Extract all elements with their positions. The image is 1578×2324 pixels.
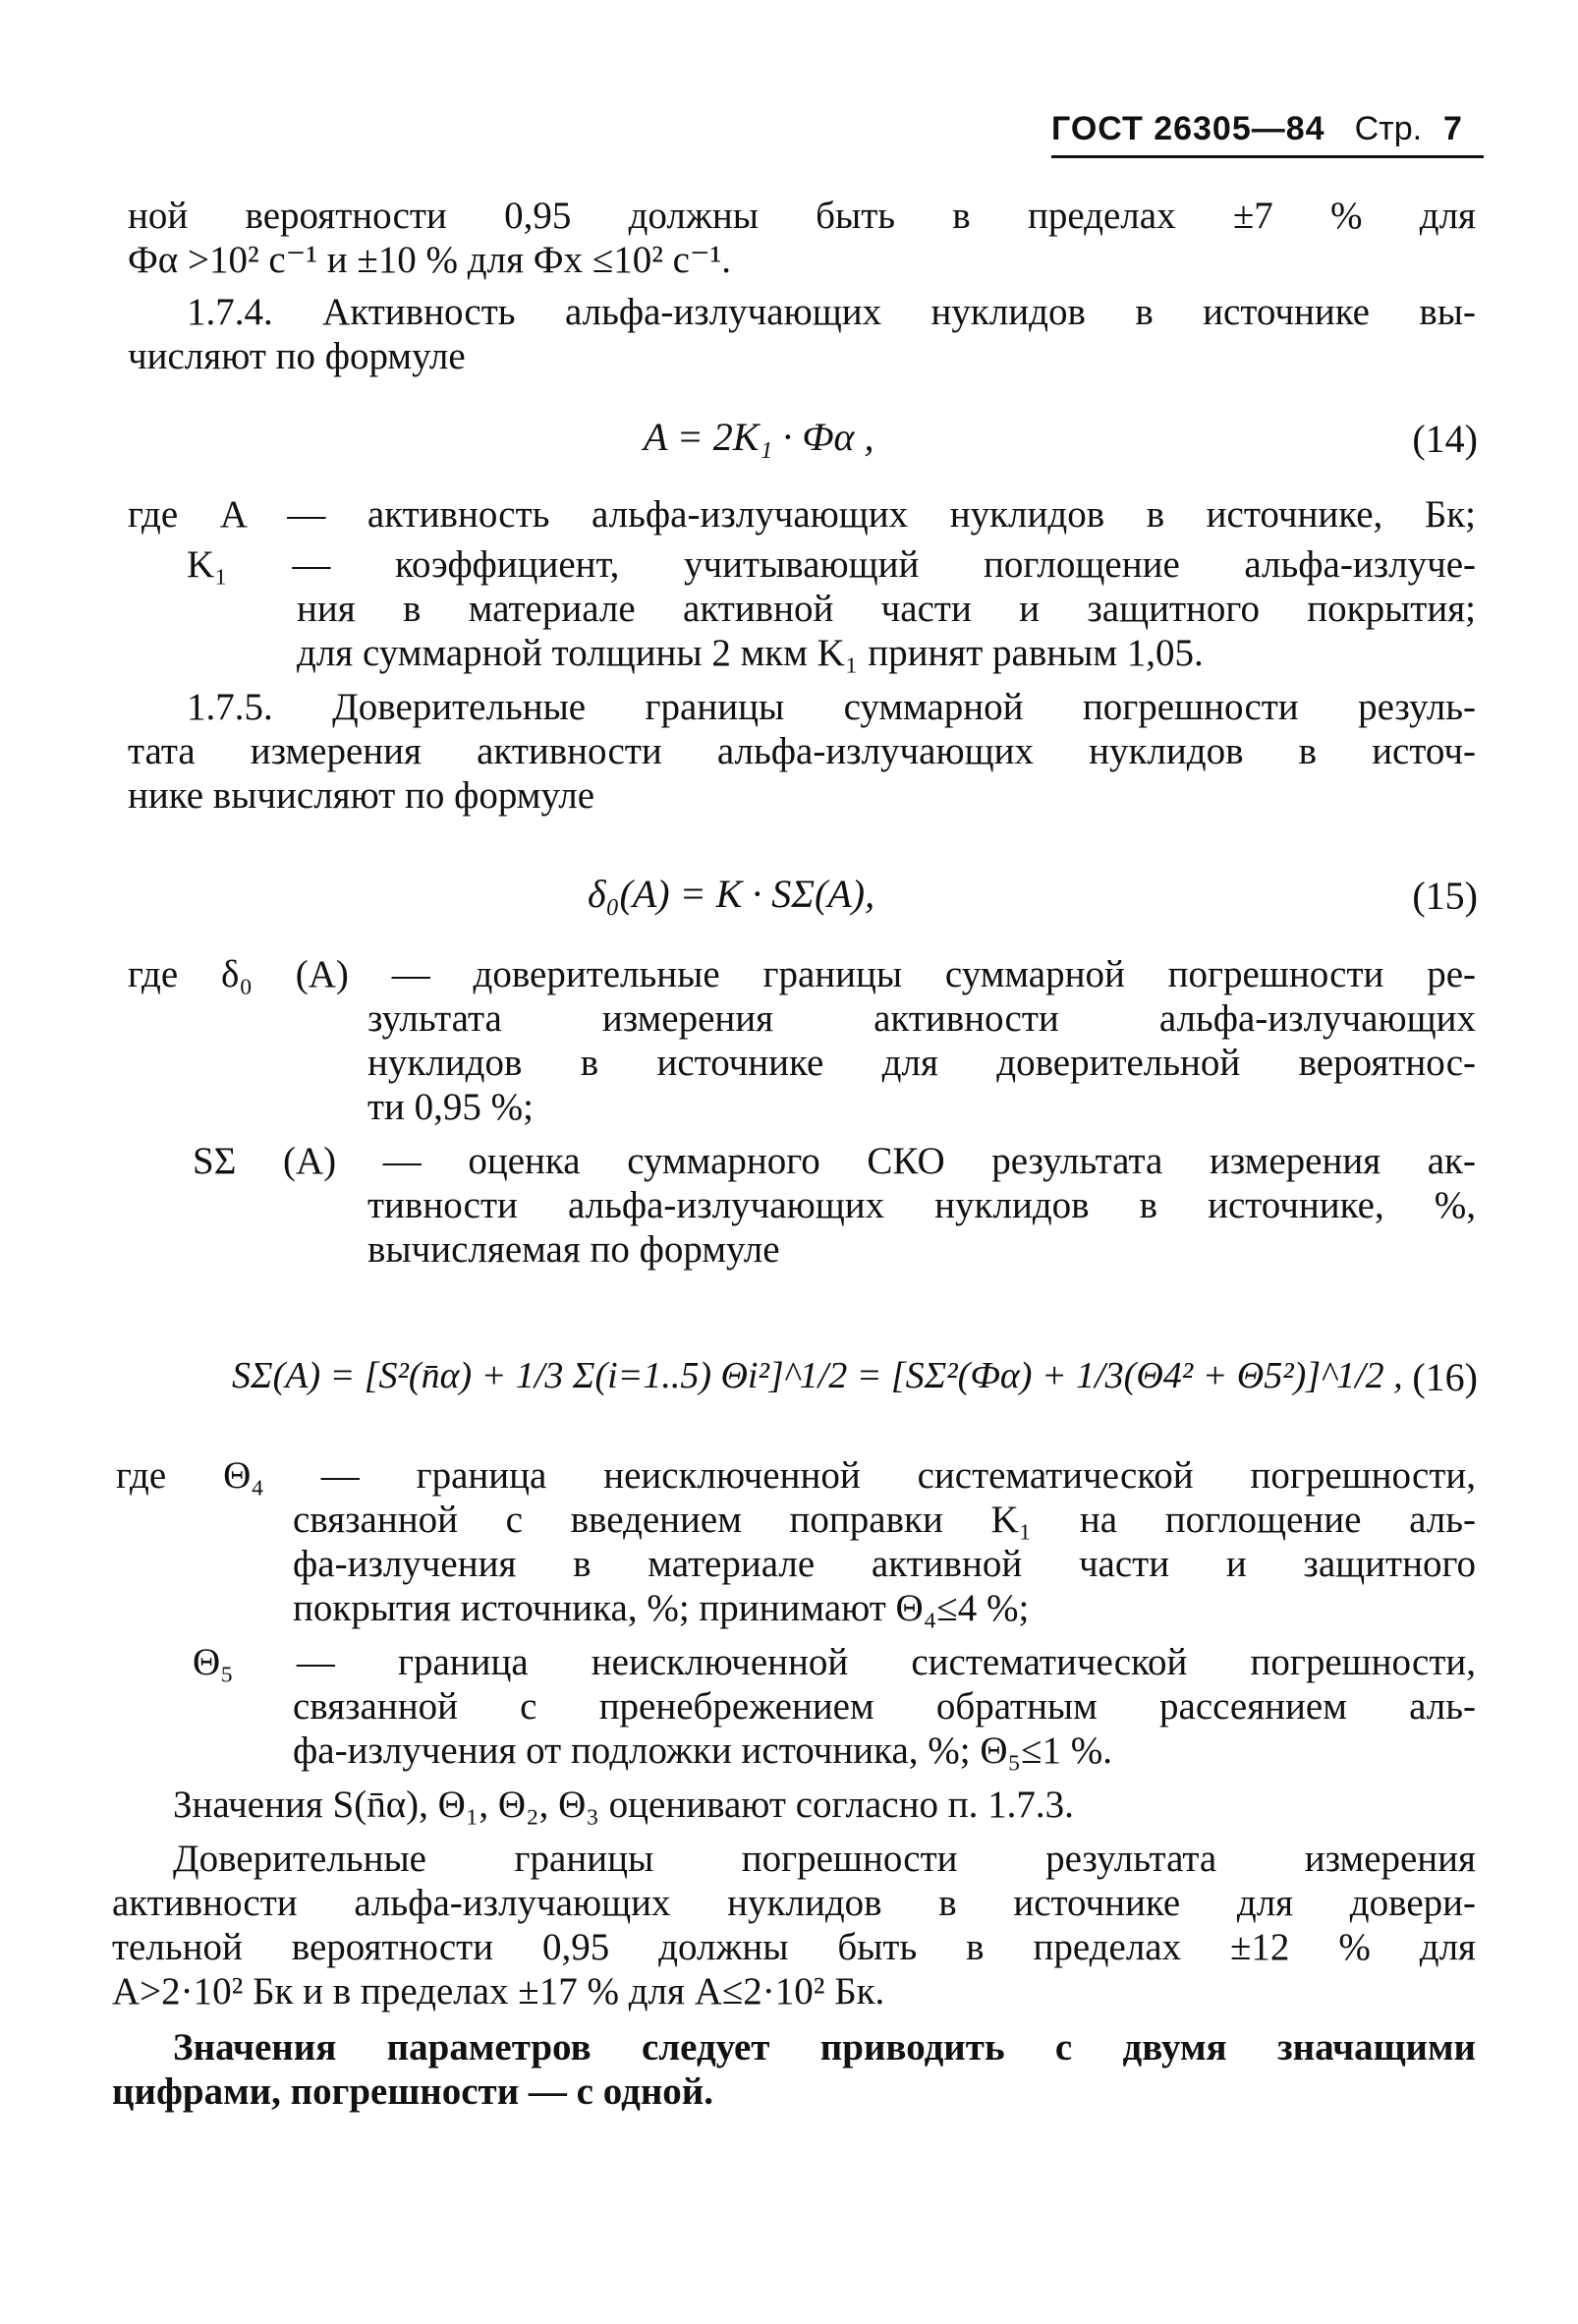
clause-1-7-5-line: нике вычисляют по формуле xyxy=(128,774,595,817)
header-rule xyxy=(1051,155,1484,158)
where-k1-line: K₁ — коэффициент, учитывающий поглощение альфа-излуче- xyxy=(187,543,1476,586)
formula-15: δ₀(A) = K · SΣ(A), xyxy=(588,872,875,916)
where-delta-line: нуклидов в источнике для доверительной вероятнос- xyxy=(367,1042,1476,1084)
where-theta5-line: Θ₅ — граница неисключенной систематической погрешности, xyxy=(193,1641,1476,1683)
confidence-line: A>2·10² Бк и в пределах ±17 % для A≤2·10² Бк. xyxy=(112,1970,885,2012)
formula-16: SΣ(A) = [S²(n̄α) + 1/3 Σ(i=1..5) Θi²]^1/2 = [SΣ²(Фα) + 1/3(Θ4² + Θ5²)]^1/2 , xyxy=(232,1355,1403,1396)
where-a-line: где A — активность альфа-излучающих нуклидов в источнике, Бк; xyxy=(128,493,1476,536)
where-delta-line: зультата измерения активности альфа-излучающих xyxy=(367,997,1476,1040)
values-note: Значения S(n̄α), Θ₁, Θ₂, Θ₃ оценивают согласно п. 1.7.3. xyxy=(173,1784,1074,1826)
where-delta-line: где δ₀ (A) — доверительные границы суммарной погрешности ре- xyxy=(128,953,1476,995)
confidence-line: Доверительные границы погрешности результата измерения xyxy=(173,1838,1476,1880)
where-theta4-line: связанной с введением поправки K₁ на поглощение аль- xyxy=(293,1499,1476,1541)
where-theta5-line: фа-излучения от подложки источника, %; Θ₅≤1 %. xyxy=(293,1729,1112,1772)
where-s-sigma-line: тивности альфа-излучающих нуклидов в источнике, %, xyxy=(367,1184,1476,1226)
confidence-line: тельной вероятности 0,95 должны быть в пределах ±12 % для xyxy=(112,1926,1476,1968)
formula-14: A = 2K₁ · Фα , xyxy=(644,415,874,459)
where-theta4-line: фа-излучения в материале активной части и защитного xyxy=(293,1543,1476,1585)
equation-number-16: (16) xyxy=(1412,1355,1478,1399)
running-header xyxy=(1051,110,1484,148)
equation-number-15: (15) xyxy=(1412,874,1478,918)
page-label: Стр. xyxy=(1354,110,1423,147)
text-line: Фα >10² с⁻¹ и ±10 % для Фх ≤10² с⁻¹. xyxy=(128,239,732,281)
where-theta4-line: где Θ₄ — граница неисключенной систематической погрешности, xyxy=(116,1454,1476,1497)
where-theta4-line: покрытия источника, %; принимают Θ₄≤4 %; xyxy=(293,1587,1030,1629)
final-line: Значения параметров следует приводить с двумя значащими xyxy=(173,2026,1476,2069)
clause-1-7-5-line: 1.7.5. Доверительные границы суммарной погрешности резуль- xyxy=(187,686,1476,728)
clause-1-7-5-line: тата измерения активности альфа-излучающих нуклидов в источ- xyxy=(128,730,1476,772)
where-s-sigma-line: вычисляемая по формуле xyxy=(367,1228,780,1271)
standard-number: ГОСТ 26305—84 xyxy=(1051,110,1325,147)
clause-1-7-4-line: числяют по формуле xyxy=(128,335,466,377)
where-s-sigma-line: SΣ (A) — оценка суммарного СКО результата измерения ак- xyxy=(193,1140,1476,1182)
equation-number-14: (14) xyxy=(1412,417,1478,461)
where-k1-line: ния в материале активной части и защитного покрытия; xyxy=(297,588,1476,630)
where-theta5-line: связанной с пренебрежением обратным рассеянием аль- xyxy=(293,1685,1476,1728)
final-line: цифрами, погрешности — с одной. xyxy=(112,2070,714,2113)
where-delta-line: ти 0,95 %; xyxy=(367,1086,534,1128)
confidence-line: активности альфа-излучающих нуклидов в источнике для довери- xyxy=(112,1882,1476,1924)
clause-1-7-4-line: 1.7.4. Активность альфа-излучающих нуклидов в источнике вы- xyxy=(187,291,1476,333)
where-k1-line: для суммарной толщины 2 мкм K₁ принят равным 1,05. xyxy=(297,632,1204,674)
page-number: 7 xyxy=(1443,110,1462,147)
text-line: ной вероятности 0,95 должны быть в пределах ±7 % для xyxy=(128,195,1476,237)
